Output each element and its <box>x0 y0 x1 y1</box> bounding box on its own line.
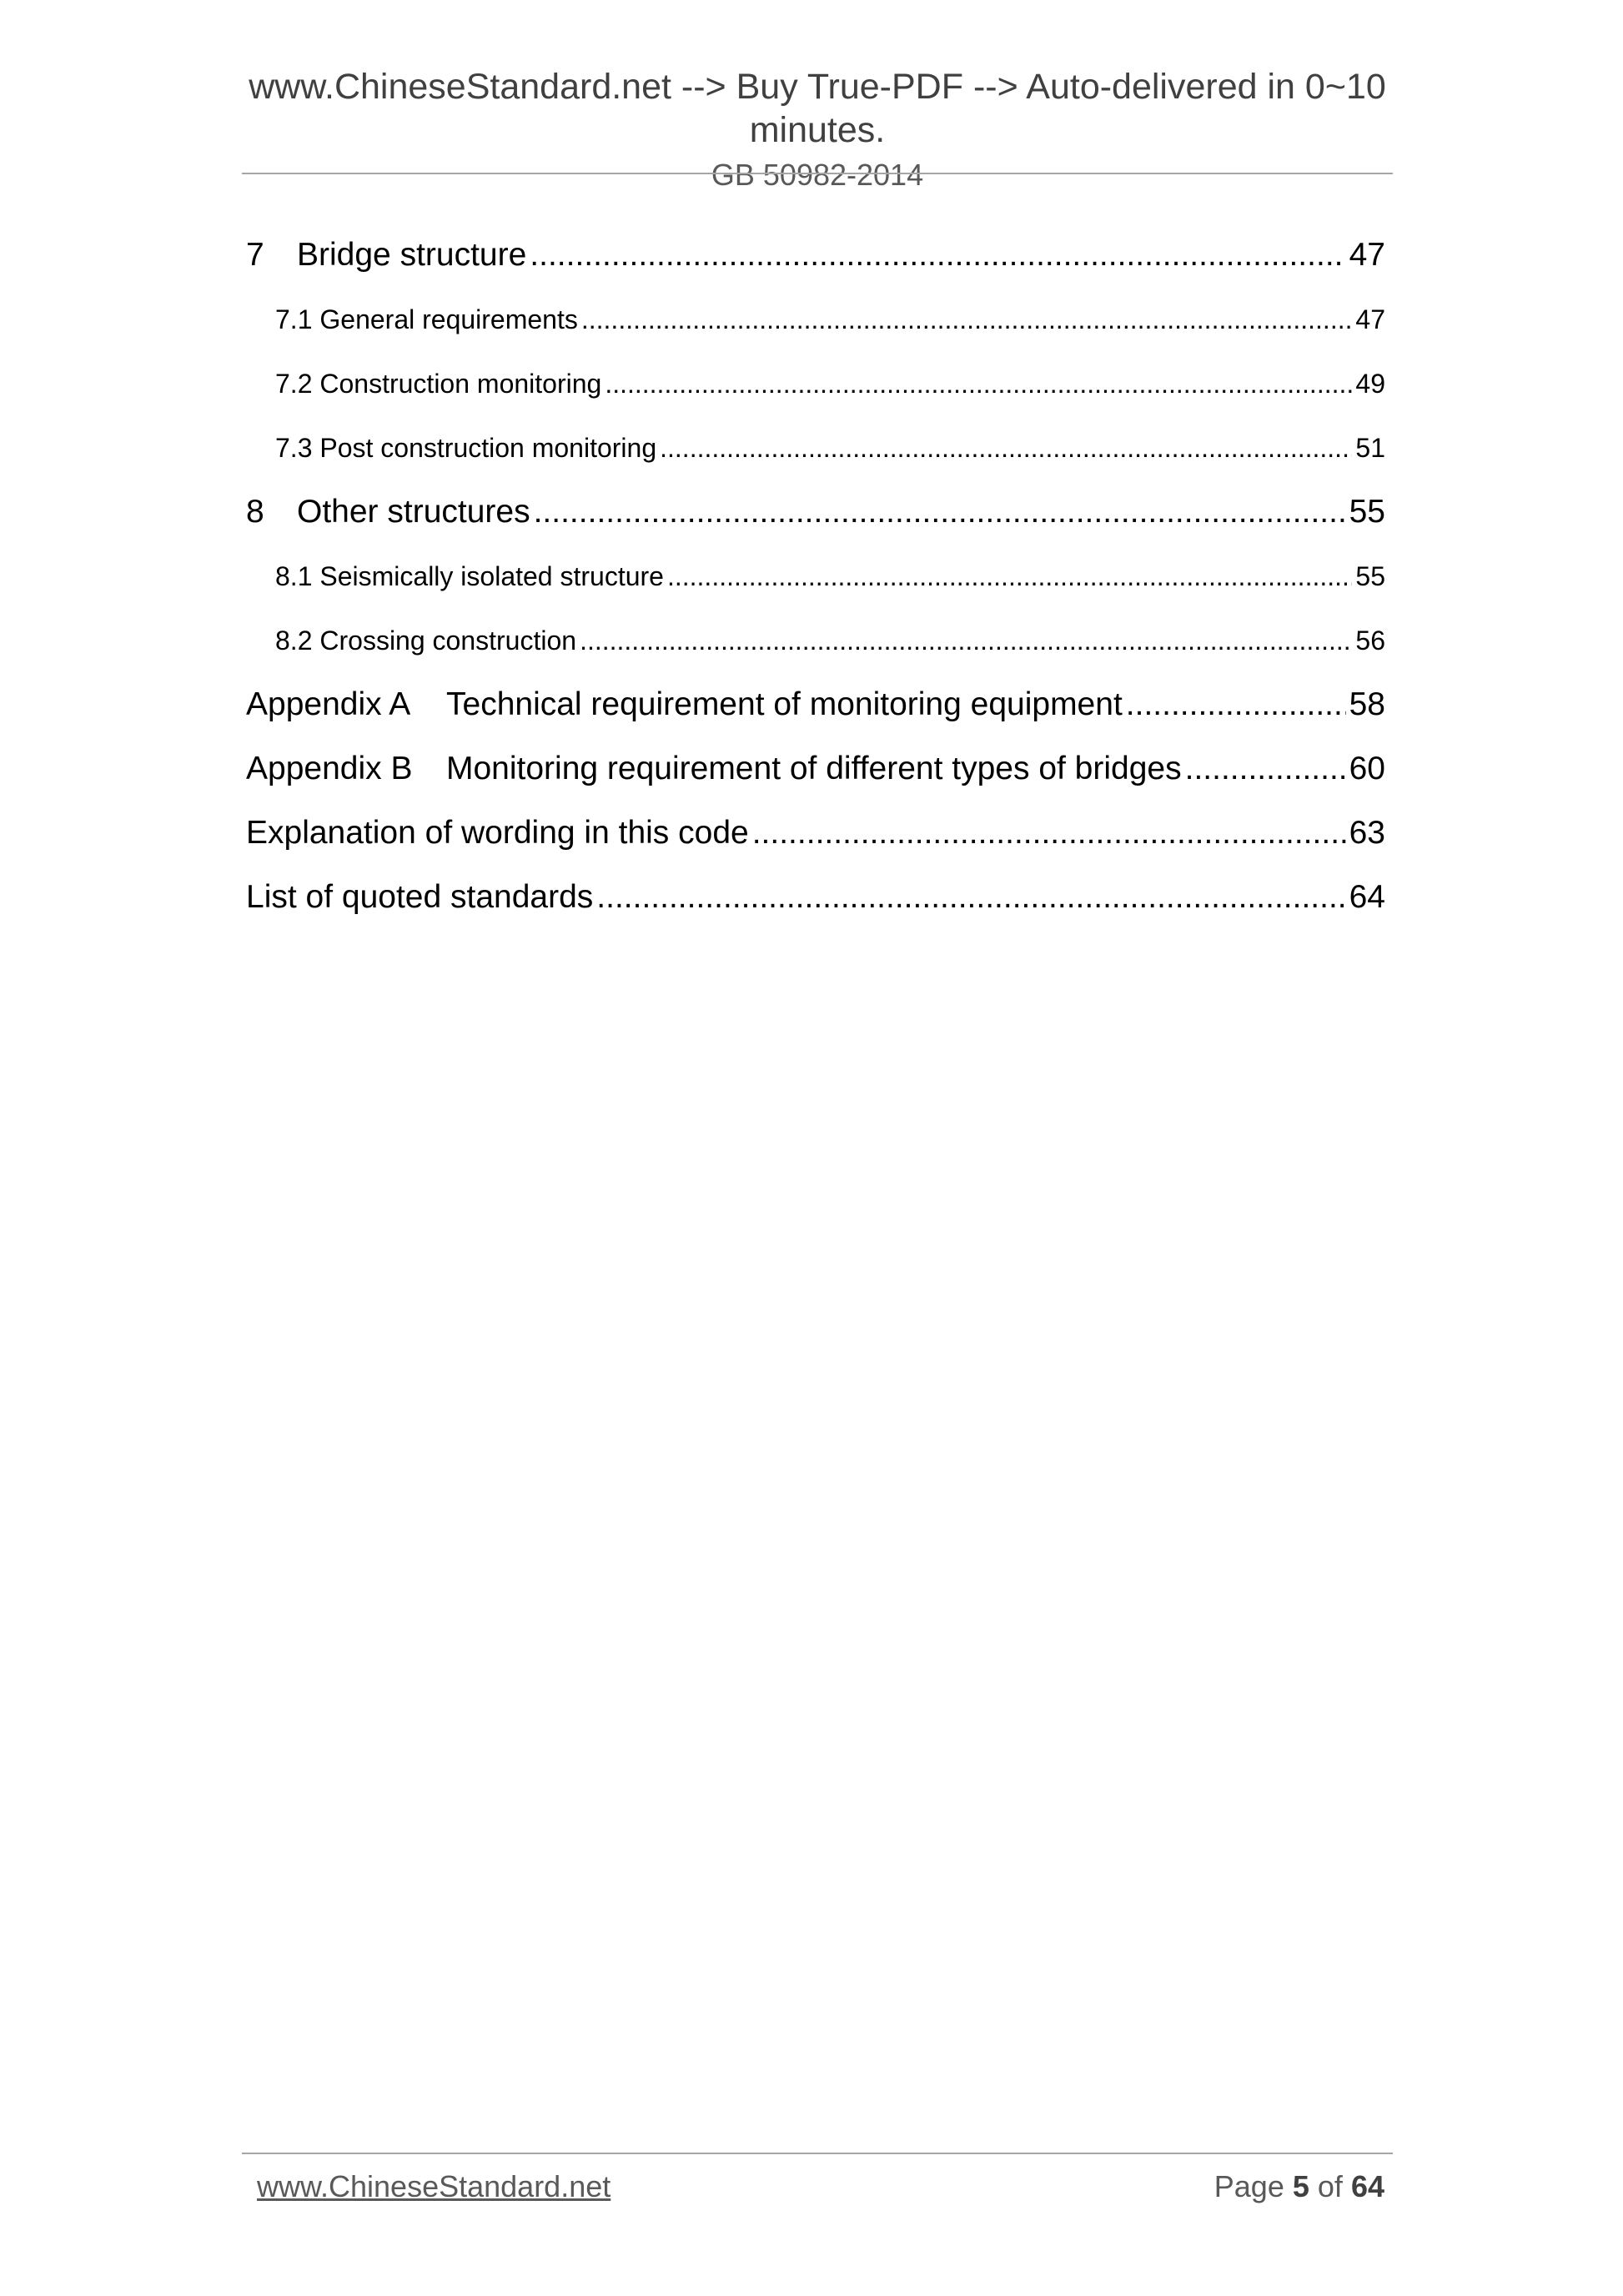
toc-leader-dots <box>596 872 1345 922</box>
toc-entry[interactable] <box>246 680 1385 744</box>
toc-entry-number: Appendix A <box>246 686 411 722</box>
toc-entry-page: 49 <box>1355 369 1385 399</box>
toc-entry-page: 58 <box>1349 686 1385 722</box>
toc-leader-dots <box>752 808 1346 858</box>
toc-entry-title: Bridge structure <box>297 237 527 273</box>
toc-entry-title: Technical requirement of monitoring equipment <box>446 686 1123 722</box>
toc-entry-title: List of quoted standards <box>246 879 594 915</box>
toc-entry-page: 63 <box>1349 815 1385 851</box>
footer-divider <box>242 2153 1393 2154</box>
toc-entry-title: Explanation of wording in this code <box>246 815 749 851</box>
toc-entry-title: 7.3 Post construction monitoring <box>275 433 657 463</box>
toc-entry-page: 60 <box>1349 751 1385 786</box>
page-prefix: Page <box>1213 2169 1284 2203</box>
toc-entry[interactable] <box>246 744 1385 808</box>
toc-entry[interactable] <box>246 230 1385 294</box>
toc-leader-dots <box>580 615 1352 666</box>
toc-entry-page: 64 <box>1349 879 1385 915</box>
toc-entry[interactable] <box>246 294 1385 359</box>
page-number <box>1214 2168 1384 2205</box>
toc-entry[interactable] <box>246 423 1385 487</box>
toc-entry[interactable] <box>246 487 1385 551</box>
toc-leader-dots <box>667 551 1352 601</box>
toc-entry-page: 47 <box>1349 237 1385 273</box>
toc-entry-title: 8.1 Seismically isolated structure <box>275 561 664 591</box>
toc-entry-number: 7 <box>246 237 264 273</box>
toc-leader-dots <box>660 423 1352 473</box>
toc-leader-dots <box>534 487 1346 537</box>
page-of: of <box>1317 2169 1343 2203</box>
toc-entry-title: 7.1 General requirements <box>275 304 578 334</box>
toc-entry-title: 8.2 Crossing construction <box>275 625 577 656</box>
toc-entry-page: 51 <box>1355 433 1385 463</box>
toc-entry-title: 7.2 Construction monitoring <box>275 369 602 399</box>
page-total: 64 <box>1350 2169 1384 2203</box>
page-current: 5 <box>1292 2169 1309 2203</box>
toc-leader-dots <box>530 230 1345 280</box>
toc-entry-page: 55 <box>1355 561 1385 591</box>
toc-entry-number: 8 <box>246 494 264 530</box>
toc-entry-title: Monitoring requirement of different types of bridges <box>446 751 1182 786</box>
toc-entry[interactable] <box>246 872 1385 937</box>
toc-leader-dots <box>581 294 1353 344</box>
header-divider <box>242 173 1393 174</box>
header-banner: www.ChineseStandard.net --> Buy True-PDF --> Auto-delivered in 0~10 minutes. <box>249 67 1386 150</box>
table-of-contents <box>246 230 1385 937</box>
toc-entry[interactable] <box>246 359 1385 423</box>
toc-entry[interactable] <box>246 551 1385 615</box>
footer-website-link[interactable]: www.ChineseStandard.net <box>257 2169 611 2203</box>
toc-leader-dots <box>1185 744 1346 794</box>
toc-entry[interactable] <box>246 808 1385 872</box>
toc-entry-number: Appendix B <box>246 751 413 786</box>
toc-entry-page: 55 <box>1349 494 1385 530</box>
toc-entry-page: 56 <box>1355 625 1385 656</box>
toc-entry[interactable] <box>246 615 1385 680</box>
toc-leader-dots <box>1126 680 1346 730</box>
standard-code: GB 50982-2014 <box>711 158 924 192</box>
toc-entry-page: 47 <box>1355 304 1385 334</box>
page-footer <box>257 2168 1384 2205</box>
toc-entry-title: Other structures <box>297 494 530 530</box>
toc-leader-dots <box>605 359 1352 409</box>
